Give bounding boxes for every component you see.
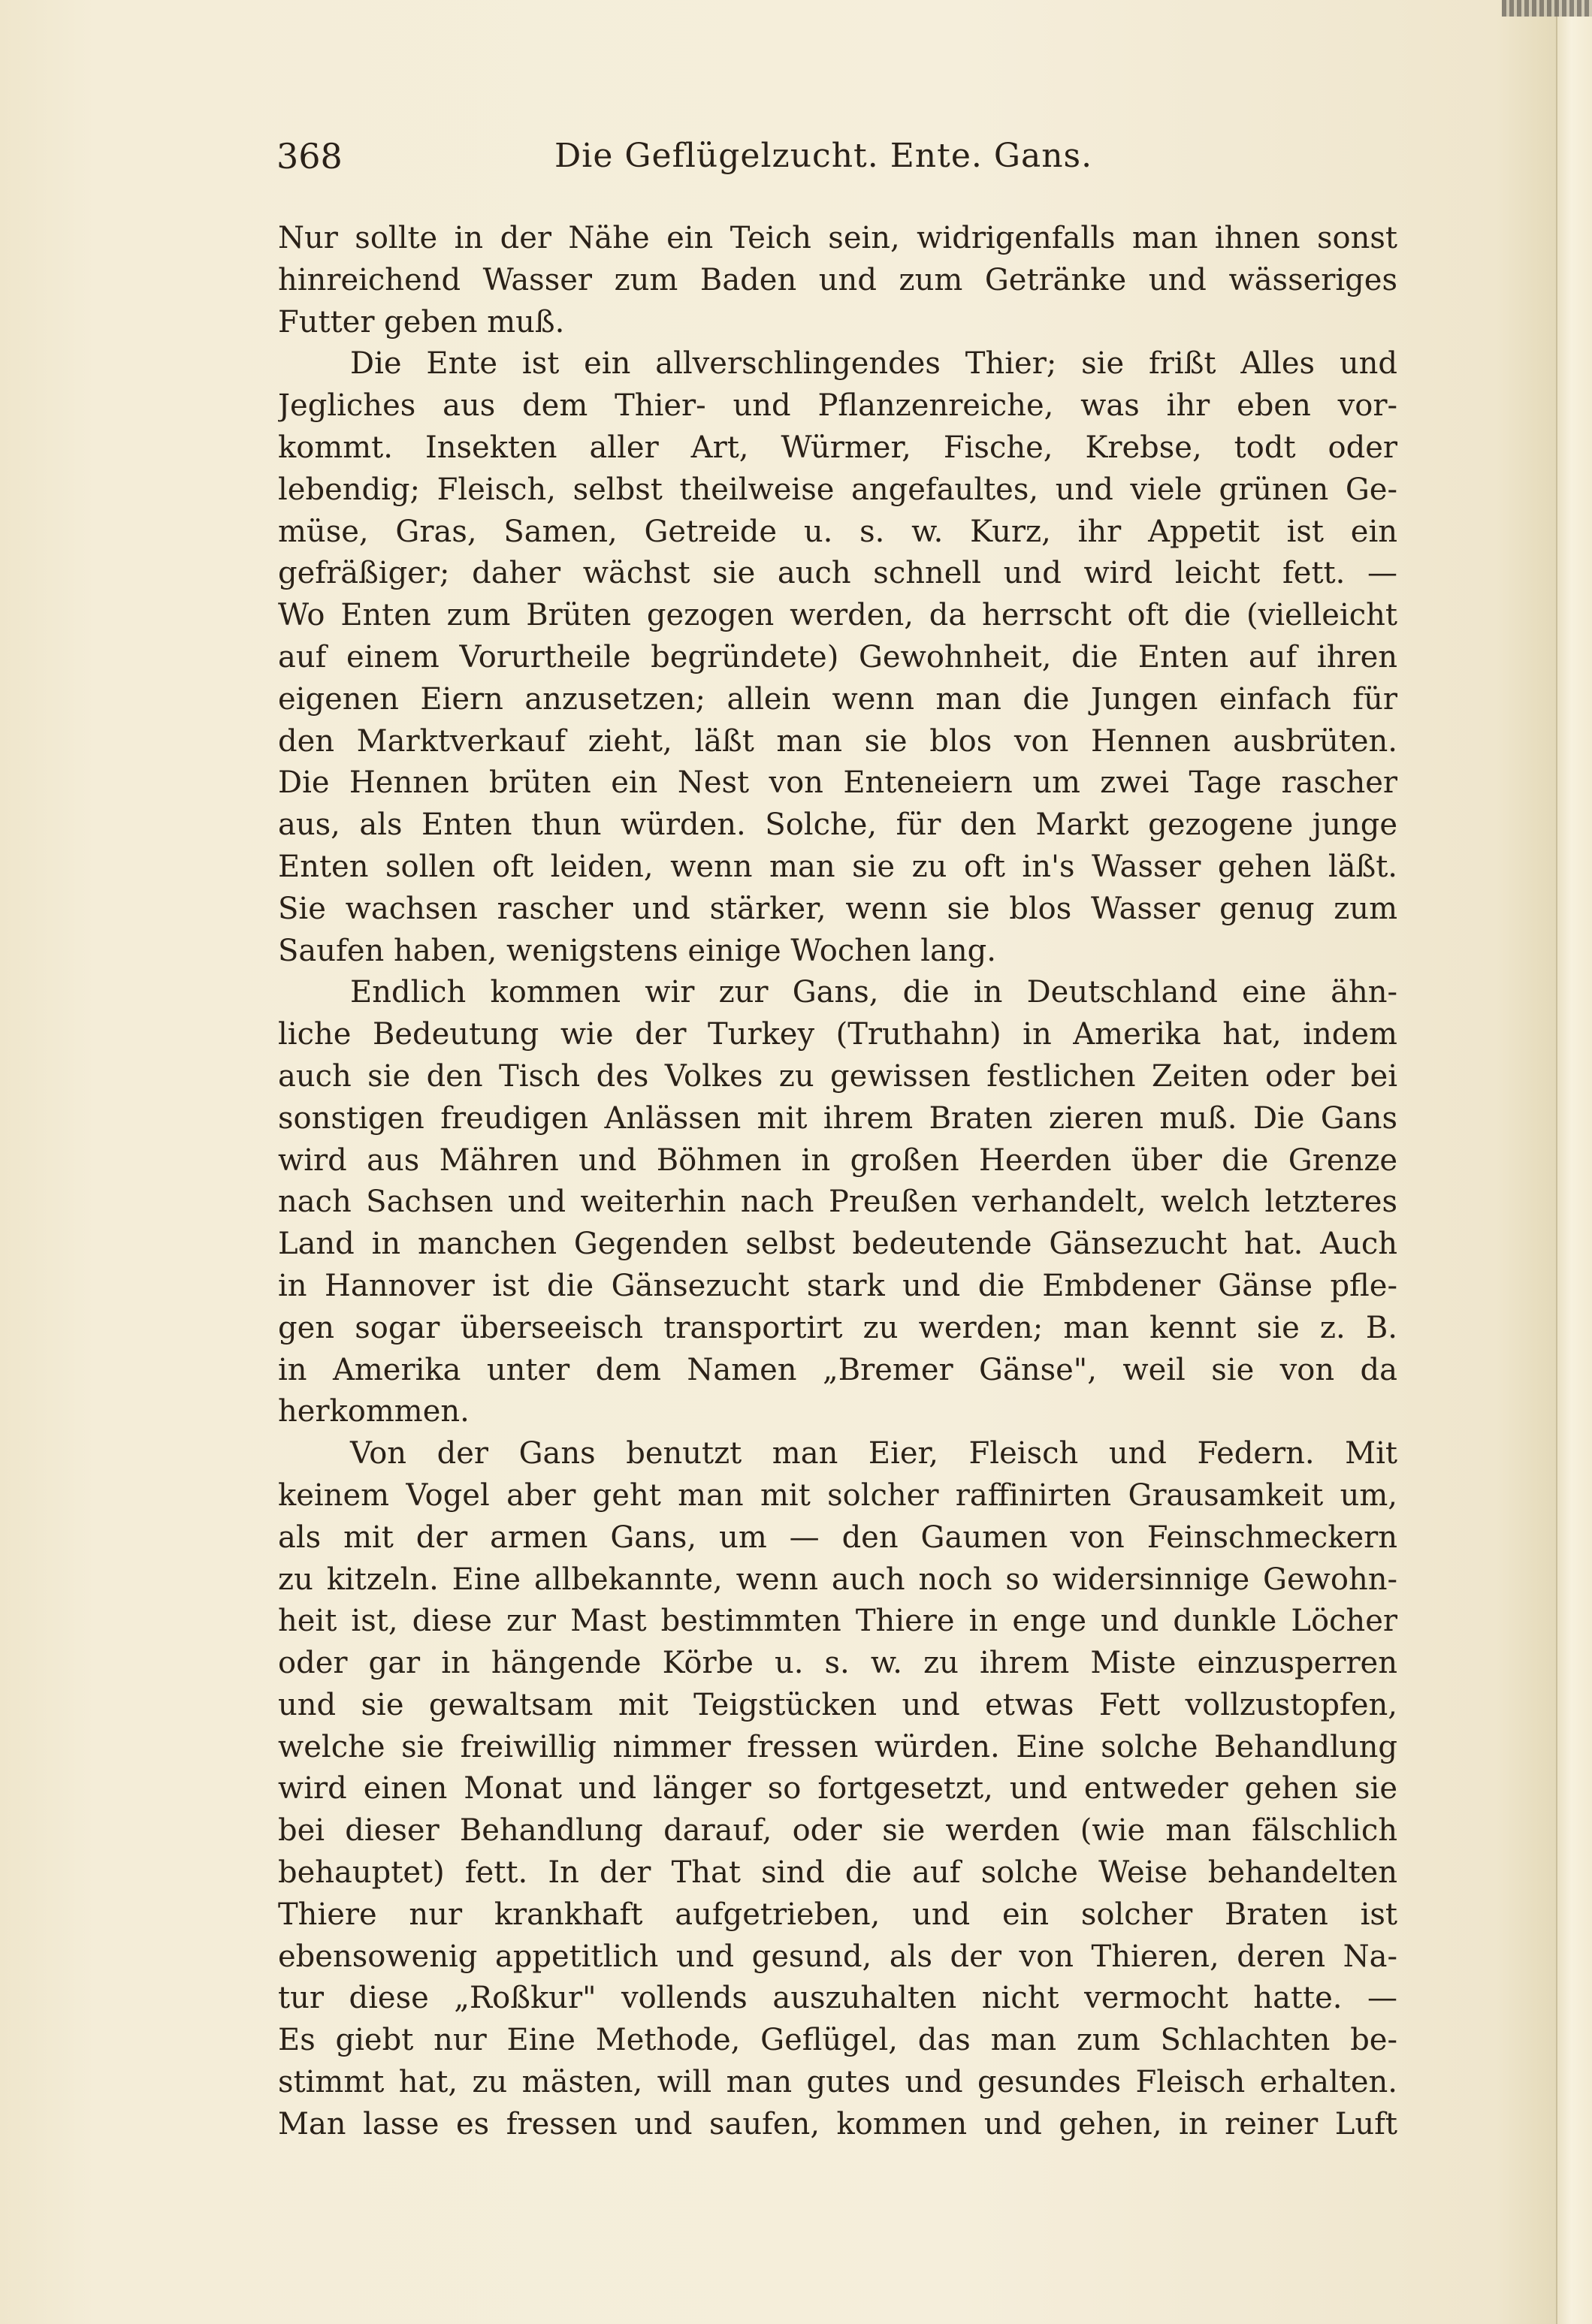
text-line: in Amerika unter dem Namen „Bremer Gänse", weil sie von da: [278, 1352, 1397, 1387]
text-line: zu kitzeln. Eine allbekannte, wenn auch noch so widersinnige Gewohn-: [278, 1562, 1397, 1597]
text-line: heit ist, diese zur Mast bestimmten Thiere in enge und dunkle Löcher: [278, 1604, 1397, 1639]
text-line: den Marktverkauf zieht, läßt man sie blos von Hennen ausbrüten.: [278, 723, 1397, 759]
text-line: Thiere nur krankhaft aufgetrieben, und ein solcher Braten ist: [278, 1897, 1397, 1932]
text-line: Land in manchen Gegenden selbst bedeutende Gänsezucht hat. Auch: [278, 1227, 1397, 1262]
text-line: oder gar in hängende Körbe u. s. w. zu ihrem Miste einzusperren: [278, 1646, 1397, 1681]
text-line: behauptet) fett. In der That sind die auf solche Weise behandelten: [278, 1855, 1397, 1891]
text-line: tur diese „Roßkur" vollends auszuhalten nicht vermocht hatte. —: [278, 1981, 1397, 2016]
text-line: Wo Enten zum Brüten gezogen werden, da herrscht oft die (vielleicht: [278, 598, 1397, 633]
text-line: Enten sollen oft leiden, wenn man sie zu oft in's Wasser gehen läßt.: [278, 849, 1397, 884]
text-line: Es giebt nur Eine Methode, Geflügel, das man zum Schlachten be-: [278, 2023, 1397, 2058]
text-line: herkommen.: [278, 1394, 470, 1429]
text-line: welche sie freiwillig nimmer fressen würden. Eine solche Behandlung: [278, 1729, 1397, 1764]
text-line: Man lasse es fressen und saufen, kommen und gehen, in reiner Luft: [278, 2106, 1397, 2141]
scan-corner-mark: [1502, 0, 1592, 17]
text-line: und sie gewaltsam mit Teigstücken und etwas Fett vollzustopfen,: [278, 1687, 1397, 1722]
text-line: eigenen Eiern anzusetzen; allein wenn man die Jungen einfach für: [278, 681, 1397, 717]
text-line: lebendig; Fleisch, selbst theilweise angefaultes, und viele grünen Ge-: [278, 472, 1397, 507]
text-line: Von der Gans benutzt man Eier, Fleisch und Federn. Mit: [350, 1436, 1397, 1471]
text-line: auf einem Vorurtheile begründete) Gewohnheit, die Enten auf ihren: [278, 639, 1397, 675]
text-line: aus, als Enten thun würden. Solche, für den Markt gezogene junge: [278, 807, 1397, 843]
text-line: gen sogar überseeisch transportirt zu werden; man kennt sie z. B.: [278, 1310, 1397, 1345]
text-line: stimmt hat, zu mästen, will man gutes und gesundes Fleisch erhalten.: [278, 2065, 1397, 2100]
text-line: keinem Vogel aber geht man mit solcher raffinirten Grausamkeit um,: [278, 1477, 1397, 1513]
text-line: Futter geben muß.: [278, 304, 565, 340]
text-line: liche Bedeutung wie der Turkey (Truthahn) in Amerika hat, indem: [278, 1017, 1397, 1052]
text-line: nach Sachsen und weiterhin nach Preußen verhandelt, welch letzteres: [278, 1185, 1397, 1220]
text-line: wird einen Monat und länger so fortgesetzt, und entweder gehen sie: [278, 1771, 1397, 1806]
text-line: wird aus Mähren und Böhmen in großen Heerden über die Grenze: [278, 1142, 1397, 1178]
text-line: Endlich kommen wir zur Gans, die in Deutschland eine ähn-: [350, 975, 1397, 1010]
text-line: Die Ente ist ein allverschlingendes Thier; sie frißt Alles und: [350, 346, 1397, 382]
text-line: als mit der armen Gans, um — den Gaumen von Feinschmeckern: [278, 1520, 1397, 1555]
text-line: in Hannover ist die Gänsezucht stark und die Embdener Gänse pfle-: [278, 1268, 1397, 1303]
page-edge: [1556, 0, 1592, 2324]
text-line: Jegliches aus dem Thier- und Pflanzenreiche, was ihr eben vor-: [278, 388, 1397, 424]
text-line: Saufen haben, wenigstens einige Wochen lang.: [278, 933, 996, 968]
text-line: gefräßiger; daher wächst sie auch schnell und wird leicht fett. —: [278, 556, 1397, 591]
text-line: sonstigen freudigen Anlässen mit ihrem Braten zieren muß. Die Gans: [278, 1100, 1397, 1136]
text-line: müse, Gras, Samen, Getreide u. s. w. Kurz, ihr Appetit ist ein: [278, 514, 1397, 549]
page-header: [276, 134, 1396, 179]
body-text: [278, 218, 1397, 2146]
text-line: Nur sollte in der Nähe ein Teich sein, widrigenfalls man ihnen sonst: [278, 221, 1397, 255]
running-title: Die Geflügelzucht. Ente. Gans.: [554, 137, 1093, 175]
text-line: auch sie den Tisch des Volkes zu gewissen festlichen Zeiten oder bei: [278, 1058, 1397, 1094]
text-line: Sie wachsen rascher und stärker, wenn sie blos Wasser genug zum: [278, 891, 1397, 926]
page-number: 368: [276, 136, 343, 177]
text-line: kommt. Insekten aller Art, Würmer, Fische, Krebse, todt oder: [278, 430, 1397, 465]
text-line: ebensowenig appetitlich und gesund, als der von Thieren, deren Na-: [278, 1939, 1397, 1974]
text-line: hinreichend Wasser zum Baden und zum Getränke und wässeriges: [278, 262, 1397, 297]
text-line: bei dieser Behandlung darauf, oder sie werden (wie man fälschlich: [278, 1813, 1397, 1849]
text-line: Die Hennen brüten ein Nest von Enteneiern um zwei Tage rascher: [278, 765, 1397, 801]
